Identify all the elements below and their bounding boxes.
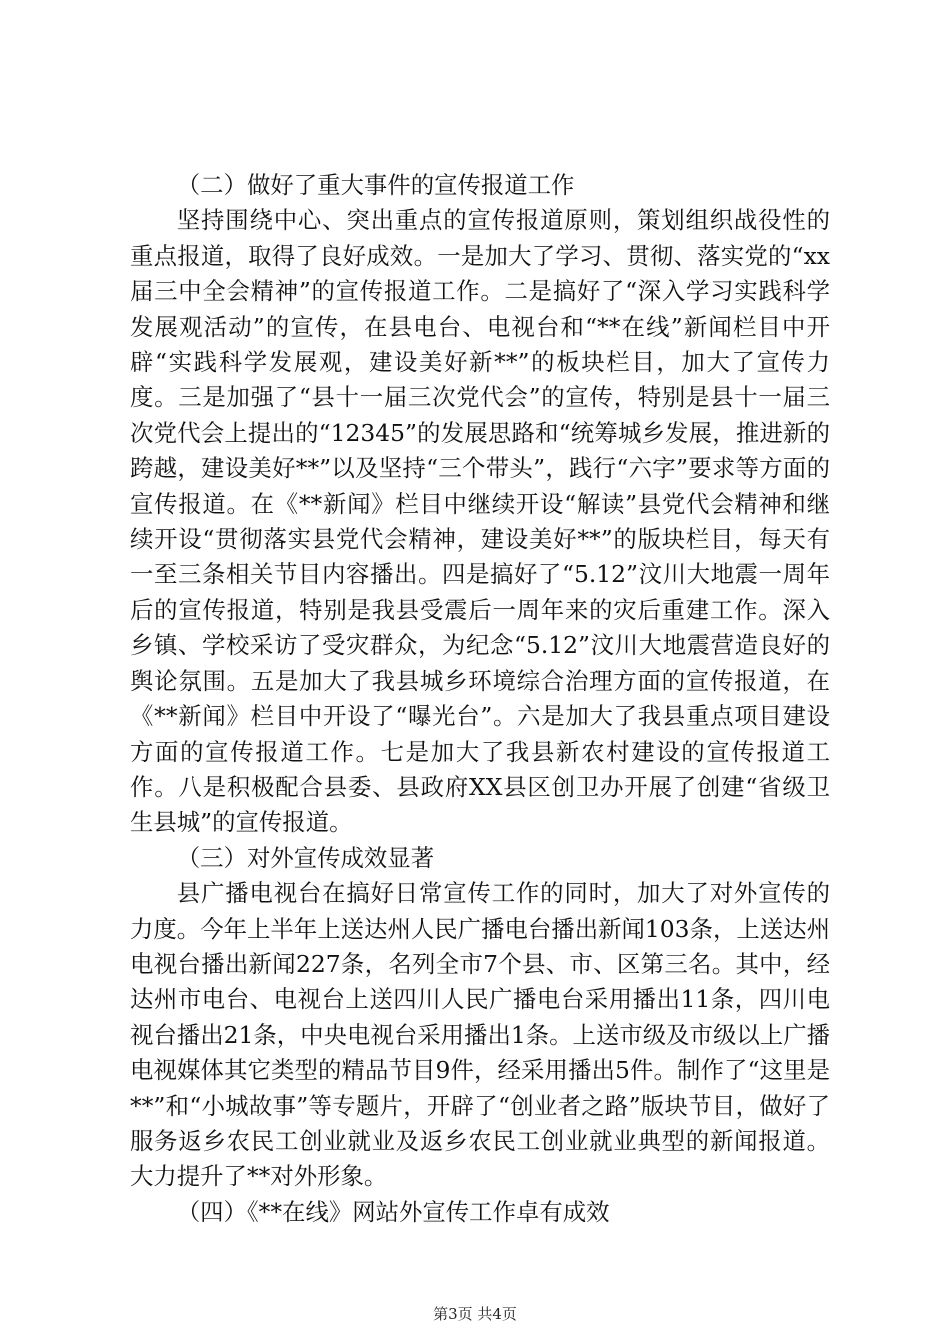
section-heading-2: （二）做好了重大事件的宣传报道工作 bbox=[176, 171, 575, 199]
page-number-footer: 第3页 共4页 bbox=[433, 1305, 517, 1323]
body-paragraph-2: 坚持围绕中心、突出重点的宣传报道原则，策划组织战役性的重点报道，取得了良好成效。一是加大了学习、贯彻、落实党的“xx届三中全会精神”的宣传报道工作。二是搞好了“深入学习实践科学发展观活动”的宣传，在县电台、电视台和“**在线”新闻栏目中开辟“实践科学发展观，建设美好新**”的板块栏目，加大了宣传力度。三是加强了“县十一届三次党代会”的宣传，特别是县十一届三次党代会上提出的“12345”的发展思路和“统筹城乡发展，推进新的跨越，建设美好**”以及坚持“三个带头”，践行“六字”要求等方面的宣传报道。在《**新闻》栏目中继续开设“解读”县党代会精神和继续开设“贯彻落实县党代会精神，建设美好**”的版块栏目，每天有一至三条相关节目内容播出。四是搞好了“5.12”汶川大地震一周年后的宣传报道，特别是我县受震后一周年来的灾后重建工作。深入乡镇、学校采访了受灾群众，为纪念“5.12”汶川大地震营造良好的舆论氛围。五是加大了我县城乡环境综合治理方面的宣传报道，在《**新闻》栏目中开设了“曝光台”。六是加大了我县重点项目建设方面的宣传报道工作。七是加大了我县新农村建设的宣传报道工作。八是积极配合县委、县政府XX县区创卫办开展了创建“省级卫生县城”的宣传报道。 bbox=[130, 206, 830, 837]
section-heading-4: （四）《**在线》网站外宣传工作卓有成效 bbox=[176, 1197, 610, 1226]
document-body bbox=[130, 168, 830, 1230]
section-heading-3: （三）对外宣传成效显著 bbox=[176, 843, 435, 872]
body-paragraph-3: 县广播电视台在搞好日常宣传工作的同时，加大了对外宣传的力度。今年上半年上送达州人民广播电台播出新闻103条，上送达州电视台播出新闻227条，名列全市7个县、市、区第三名。其中，经达州市电台、电视台上送四川人民广播电台采用播出11条，四川电视台播出21条，中央电视台采用播出1条。上送市级及市级以上广播电视媒体其它类型的精品节目9件，经采用播出5件。制作了“这里是**”和“小城故事”等专题片，开辟了“创业者之路”版块节目，做好了服务返乡农民工创业就业及返乡农民工创业就业典型的新闻报道。大力提升了**对外形象。 bbox=[130, 879, 830, 1191]
